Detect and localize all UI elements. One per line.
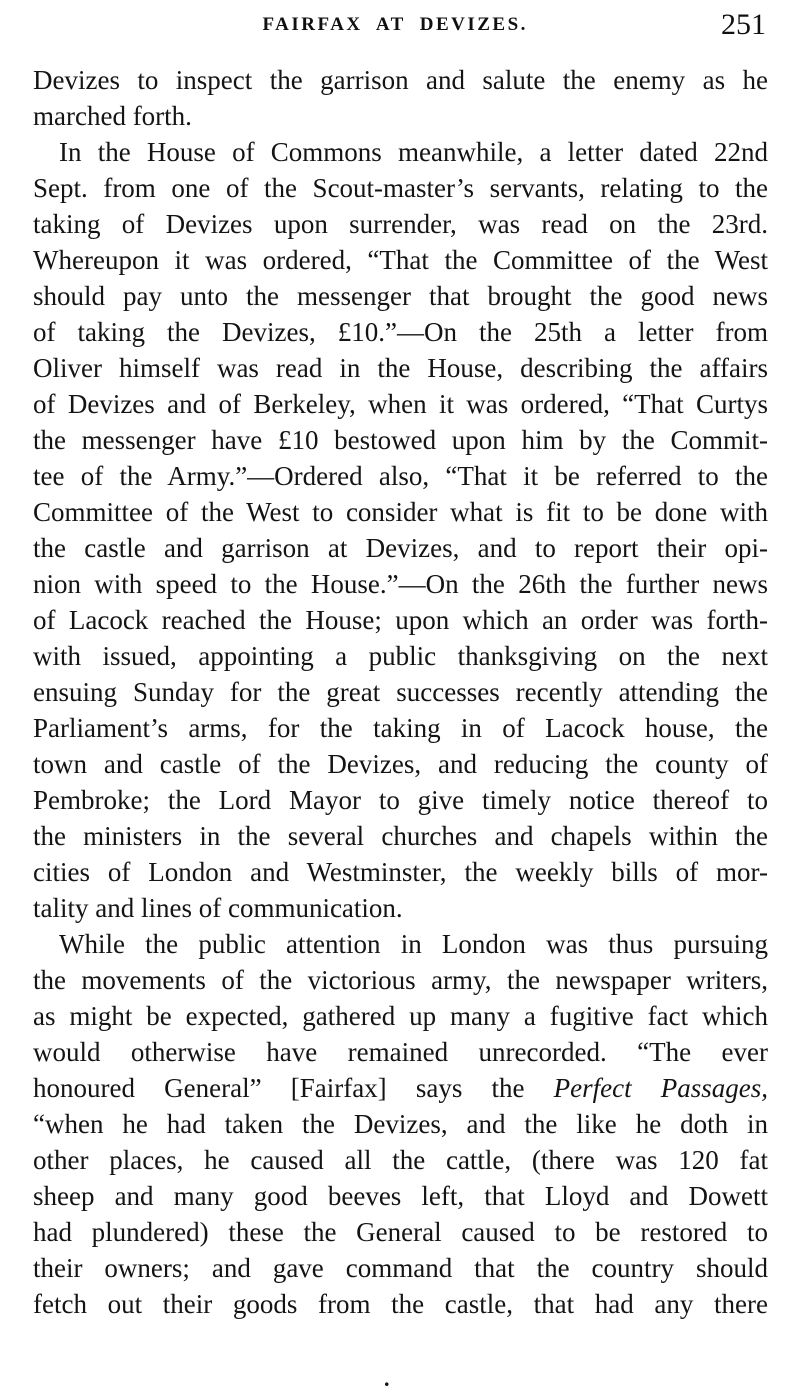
text-segment: cities of London and Westminster, the weekly bills of mor- xyxy=(33,857,768,887)
text-line xyxy=(33,350,768,386)
text-segment: their owners; and gave command that the country should xyxy=(33,1253,768,1283)
text-line xyxy=(33,962,768,998)
text-segment: tality and lines of communication. xyxy=(33,893,403,923)
text-line xyxy=(33,170,768,206)
text-line xyxy=(33,1106,768,1142)
text-segment: taking of Devizes upon surrender, was read on the 23rd. xyxy=(33,209,768,239)
text-segment: While the public attention in London was thus pursuing xyxy=(59,929,768,959)
text-segment: Committee of the West to consider what is fit to be done with xyxy=(33,497,768,527)
text-line xyxy=(33,854,768,890)
text-segment: Oliver himself was read in the House, describing the affairs xyxy=(33,353,768,383)
page-header xyxy=(33,8,768,46)
text-segment: town and castle of the Devizes, and reducing the county of xyxy=(33,749,768,779)
text-line xyxy=(33,242,768,278)
text-segment: fetch out their goods from the castle, that had any there xyxy=(33,1289,768,1319)
text-line xyxy=(33,566,768,602)
text-line xyxy=(33,1070,768,1106)
running-title: FAIRFAX AT DEVIZES. xyxy=(262,14,528,35)
text-line xyxy=(33,206,768,242)
text-block xyxy=(33,62,768,1322)
text-segment: honoured General” [Fairfax] says the xyxy=(33,1073,554,1103)
text-segment: tee of the Army.”—Ordered also, “That it be referred to the xyxy=(33,461,768,491)
text-segment: would otherwise have remained unrecorded. “The ever xyxy=(33,1037,768,1067)
text-line xyxy=(33,746,768,782)
text-segment: sheep and many good beeves left, that Lloyd and Dowett xyxy=(33,1181,768,1211)
text-segment: as might be expected, gathered up many a fugitive fact which xyxy=(33,1001,768,1031)
text-segment: nion with speed to the House.”—On the 26th the further news xyxy=(33,569,768,599)
text-line xyxy=(33,314,768,350)
text-line xyxy=(33,494,768,530)
text-line xyxy=(33,62,768,98)
text-line xyxy=(33,530,768,566)
text-segment: Devizes to inspect the garrison and salute the enemy as he xyxy=(33,65,768,95)
text-line xyxy=(33,98,768,134)
text-line xyxy=(33,422,768,458)
footer-mark: . xyxy=(384,1366,390,1391)
text-line xyxy=(33,998,768,1034)
text-line xyxy=(33,278,768,314)
text-segment: ensuing Sunday for the great successes recently attending the xyxy=(33,677,768,707)
text-line xyxy=(33,458,768,494)
text-line xyxy=(33,1178,768,1214)
text-line xyxy=(33,926,768,962)
text-segment: the movements of the victorious army, the newspaper writers, xyxy=(33,965,768,995)
text-line xyxy=(33,674,768,710)
text-segment: the castle and garrison at Devizes, and to report their opi- xyxy=(33,533,768,563)
text-segment: the messenger have £10 bestowed upon him by the Commit- xyxy=(33,425,768,455)
text-segment: had plundered) these the General caused to be restored to xyxy=(33,1217,768,1247)
text-line xyxy=(33,1034,768,1070)
text-line xyxy=(33,1142,768,1178)
italic-text: Perfect Passages, xyxy=(553,1073,769,1103)
text-segment: should pay unto the messenger that brought the good news xyxy=(33,281,768,311)
paragraph xyxy=(33,926,768,1322)
page-number: 251 xyxy=(721,8,766,41)
text-segment: of Lacock reached the House; upon which an order was forth- xyxy=(33,605,768,635)
text-segment: Pembroke; the Lord Mayor to give timely notice thereof to xyxy=(33,785,768,815)
text-line xyxy=(33,710,768,746)
text-line xyxy=(33,602,768,638)
text-segment: of Devizes and of Berkeley, when it was ordered, “That Curtys xyxy=(33,389,768,419)
text-line xyxy=(33,782,768,818)
text-segment: “when he had taken the Devizes, and the like he doth in xyxy=(33,1109,768,1139)
text-line xyxy=(33,890,768,926)
text-segment: In the House of Commons meanwhile, a letter dated 22nd xyxy=(59,137,768,167)
text-line xyxy=(33,1250,768,1286)
paragraph xyxy=(33,62,768,134)
text-line xyxy=(33,386,768,422)
text-segment: of taking the Devizes, £10.”—On the 25th a letter from xyxy=(33,317,768,347)
text-line xyxy=(33,818,768,854)
text-line xyxy=(33,638,768,674)
text-line xyxy=(33,134,768,170)
text-segment: Sept. from one of the Scout-master’s servants, relating to the xyxy=(33,173,768,203)
text-line xyxy=(33,1286,768,1322)
text-segment: other places, he caused all the cattle, (there was 120 fat xyxy=(33,1145,768,1175)
text-segment: the ministers in the several churches and chapels within the xyxy=(33,821,768,851)
paragraph xyxy=(33,134,768,926)
text-segment: marched forth. xyxy=(33,101,192,131)
text-segment: Whereupon it was ordered, “That the Committee of the West xyxy=(33,245,768,275)
text-line xyxy=(33,1214,768,1250)
text-segment: with issued, appointing a public thanksgiving on the next xyxy=(33,641,768,671)
text-segment: Parliament’s arms, for the taking in of Lacock house, the xyxy=(33,713,768,743)
